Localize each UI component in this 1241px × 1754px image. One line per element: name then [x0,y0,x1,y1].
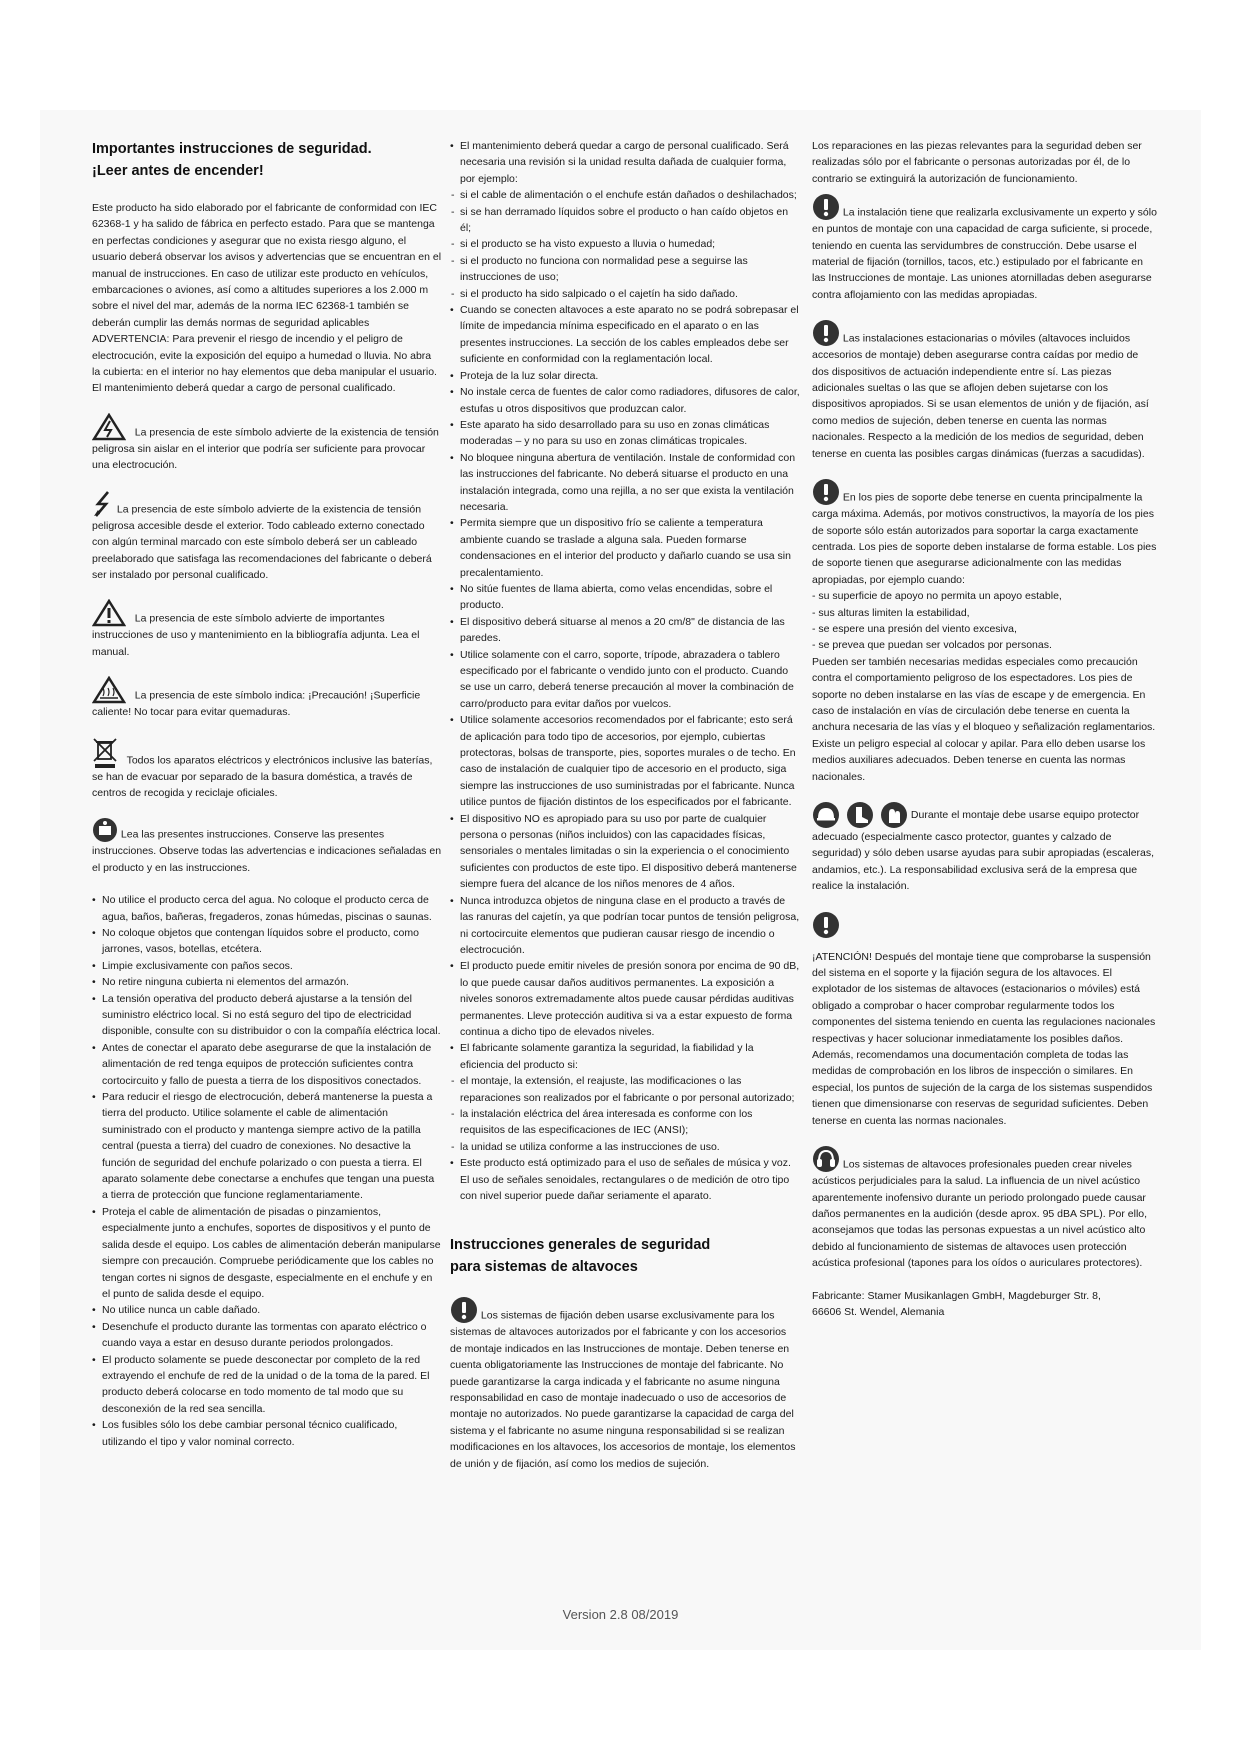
symbol-read-manual-block: Lea las presentes instrucciones. Conserve las presentes instrucciones. Observe todas las advertencias e indicaciones señaladas en el producto y en las instrucciones. [92,817,442,876]
list-item: • El producto solamente se puede desconectar por completo de la red extrayendo el enchufe de red de la unidad o de la toma de la pared. El producto deberá colocarse en todo momento de tal modo que su desconexión de la red sea sencilla. [92,1352,442,1418]
list-item: • El mantenimiento deberá quedar a cargo de personal cualificado. Será necesaria una revisión si la unidad resulta dañada de cualquier forma, por ejemplo: [450,138,800,187]
list-item: • Para reducir el riesgo de electrocución, deberá mantenerse la puesta a tierra del producto. Utilice solamente el cable de alimentación suministrado con el producto y mantenga siempre activo de la patilla central (puesta a tierra) del cuadro de conexiones. No desactive la función de seguridad del enchufe polarizado o con puesta a tierra. El aparato solamente debe conectarse a enchufes que tengan una puesta a tierra de protección que funcione reglamentariamente. [92,1089,442,1204]
gloves-icon [880,801,908,829]
hearing-protection-icon [812,1145,840,1173]
list-item: • El dispositivo NO es apropiado para su uso por parte de cualquier persona o personas (niños incluidos) con las capacidades físicas, sensoriales o mentales limitadas o sin la experiencia o el conocimiento suficientes con productos de este tipo. El dispositivo deberá mantenerse siempre fuera del alcance de los niños menores de 4 años. [450,811,800,893]
fixing-systems-paragraph: Los sistemas de fijación deben usarse exclusivamente para los sistemas de altavoces autorizados por el fabricante y con los accesorios de montaje indicados en las Instrucciones de montaje. Deben tenerse en cuenta obligatoriamente las Instrucciones de montaje del fabricante. No puede garantizarse la carga indicada y el fabricante no asume ninguna responsabilidad en caso de montaje inadecuado o uso de accesorios de montaje no autorizados. No puede garantizarse la capacidad de carga del sistema y el fabricante no asume ninguna responsabilidad si se realizan modificaciones en los altavoces, los accesorios de montaje, los elementos de unión y de fijación, así como los medios de sujeción. [450,1296,800,1472]
repairs-paragraph: Los reparaciones en las piezas relevantes para la seguridad deben ser realizadas sólo por el fabricante o personas autorizadas por él, de lo contrario se extinguirá la autorización de funcionamiento. [812,140,1142,185]
hot-surface-icon [92,676,126,704]
lightning-triangle-icon [92,413,126,441]
list-item: • No bloquee ninguna abertura de ventilación. Instale de conformidad con las instrucciones del fabricante. No deberá situarse el producto en una instalación integrada, como una rejilla, a no ser que exista la ventilación necesaria. [450,450,800,516]
intro-paragraph: Este producto ha sido elaborado por el fabricante de conformidad con IEC 62368-1 y ha salido de fábrica en perfecto estado. Para que se mantenga en perfectas condiciones y asegurar que no exista riesgo alguno, el usuario deberá observar los avisos y advertencias que se encuentran en el manual de instrucciones. En caso de utilizar este producto en vehículos, embarcaciones o aviones, así como a altitudes superiores a los 2.000 m sobre el nivel del mar, además de la norma IEC 62368-1 también se deberán cumplir las demás normas de seguridad aplicables [92,202,442,329]
list-item: • Desenchufe el producto durante las tormentas con aparato eléctrico o cuando vaya a estar en desuso durante periodos prolongados. [92,1319,442,1352]
read-manual-icon [92,817,118,843]
list-item: - si el producto se ha visto expuesto a lluvia o humedad; [450,236,800,252]
exclamation-circle-icon [812,911,840,939]
list-item: • El producto puede emitir niveles de presión sonora por encima de 90 dB, lo que puede causar daños auditivos permanentes. La exposición a niveles sonoros extremadamente altos puede causar pérdidas auditivas permanentes. Lleve protección auditiva si va a estar expuesto de forma continua a dicho tipo de elevados niveles. [450,958,800,1040]
main-heading: Importantes instrucciones de seguridad. ¡Leer antes de encender! [92,141,372,179]
list-item: • Permita siempre que un dispositivo frío se caliente a temperatura ambiente cuando se traslade a alguna sala. Pueden formarse condensaciones en el interior del producto y dañarlo cuando se usa sin precalentamiento. [450,515,800,581]
list-item: • Este aparato ha sido desarrollado para su uso en zonas climáticas moderadas – y no para su uso en zonas climáticas tropicales. [450,417,800,450]
lightning-bolt-icon [92,490,114,518]
speaker-safety-heading: Instrucciones generales de seguridad para sistemas de altavoces [450,1237,711,1276]
list-item: • Nunca introduzca objetos de ninguna clase en el producto a través de las ranuras del cajetín, ya que podrían tocar puntos de tensión peligrosa, ni cortocircuite elementos que pudieran causar riesgo de incendio o electrocución. [450,893,800,959]
list-item: - el montaje, la extensión, el reajuste, las modificaciones o las reparaciones son realizados por el fabricante o por personal autorizado; [450,1073,800,1106]
list-item: • Utilice solamente con el carro, soporte, trípode, abrazadera o tablero especificado por el fabricante o vendido junto con el producto. Cuando se use un carro, deberá tenerse precaución al mover la combinación de carro/producto para evitar daños por vuelcos. [450,647,800,713]
safety-boot-icon [846,801,874,829]
stationary-install-paragraph: Las instalaciones estacionarias o móviles (altavoces incluidos accesorios de montaje) deben asegurarse contra caídas por medio de dos dispositivos de actuación independiente entre sí. Las piezas adicionales sueltas o las que se aflojen deben sujetarse con los dispositivos apropiados. Si se usan elementos de unión y de fijación, así como medios de sujeción, deben tenerse en cuenta las normas nacionales. Respecto a la medición de los medios de seguridad, deben tenerse en cuenta las posibles cargas dinámicas (fuerzas a sacudidas). [812,319,1158,462]
list-item: - la unidad se utiliza conforme a las instrucciones de uso. [450,1139,800,1155]
warning-triangle-icon [92,599,126,627]
column-2 [450,138,800,1472]
maintenance-list [450,138,800,1204]
warning-paragraph: ADVERTENCIA: Para prevenir el riesgo de incendio y el peligro de electrocución, evite la exposición del equipo a humedad o lluvia. No abra la cubierta: en el interior no hay elementos que deba manipular el usuario. El mantenimiento deberá quedar a cargo de personal cualificado. [92,333,437,395]
list-item: • No utilice el producto cerca del agua. No coloque el producto cerca de agua, baños, bañeras, fregaderos, zonas húmedas, piscinas o saunas. [92,892,442,925]
exclamation-circle-icon [812,478,840,506]
symbol-terminal-block: La presencia de este símbolo advierte de la existencia de tensión peligrosa accesible desde el exterior. Todo cableado externo conectado con algún terminal marcado con este símbolo deberá ser un cableado preelaborado que satisfaga las recomendaciones del fabricante o deberá ser instalado por personal cualificado. [92,490,442,584]
version-footer: Version 2.8 08/2019 [562,1607,679,1622]
stands-list [812,588,1158,654]
list-item: • Los fusibles sólo los debe cambiar personal técnico cualificado, utilizando el tipo y valor nominal correcto. [92,1417,442,1450]
list-item: • No utilice nunca un cable dañado. [92,1302,442,1318]
list-item: • No retire ninguna cubierta ni elementos del armazón. [92,974,442,990]
attention-paragraph: ¡ATENCIÓN! Después del montaje tiene que comprobarse la suspensión del sistema en el soporte y la fijación segura de los altavoces. El explotador de los sistemas de altavoces (estacionarios o móviles) está obligado a comprobar o hacer comprobar regularmente todos los componentes del sistema teniendo en cuenta las regulaciones nacionales respectivas y hacer solucionar inmediatamente los posibles daños. Además, recomendamos una documentación completa de todas las medidas de comprobación en los libros de inspección o similares. En especial, los puntos de sujeción de la carga de los sistemas suspendidos tienen que dimensionarse con reservas de seguridad suficientes. Deben tenerse en cuenta las normas nacionales. [812,950,1156,1127]
safety-bullet-list [92,892,442,1450]
stands-paragraph: En los pies de soporte debe tenerse en cuenta principalmente la carga máxima. Además, por motivos constructivos, la mayoría de los pies de soporte sólo están autorizados para soportar la carga exactamente centrada. Los pies de soporte deben instalarse de forma estable. Los pies de soporte tienen que asegurarse adicionalmente con las medidas apropiadas, por ejemplo cuando: [812,478,1158,588]
crossed-bin-icon [92,737,118,769]
list-item: - sus alturas limiten la estabilidad, [812,606,970,619]
hearing-paragraph: Los sistemas de altavoces profesionales pueden crear niveles acústicos perjudiciales para la salud. La influencia de un nivel acústico aparentemente inofensivo durante un periodo prolongado puede causar daños permanentes en la audición (desde aprox. 95 dBA SPL). Por ello, aconsejamos que todas las personas expuestas a un nivel acústico alto debido al funcionamiento de sistemas de altavoces usen protección acústica profesional (tapones para los oídos o auriculares protectores). [812,1145,1158,1271]
symbol-manual-block: La presencia de este símbolo advierte de importantes instrucciones de uso y mantenimiento en la bibliografía adjunta. Lea el manual. [92,599,442,660]
list-item: - si el cable de alimentación o el enchufe están dañados o deshilachados; [450,187,800,203]
spectators-paragraph: Pueden ser también necesarias medidas especiales como precaución contra el comportamiento peligroso de los espectadores. Los pies de soporte no deben instalarse en las vías de escape y de emergencia. En caso de instalación en vías de circulación debe tenerse en cuenta la anchura necesaria de las vías y el bloqueo y señalización reglamentarios. Existe un peligro especial al colocar y apilar. Para ello deben usarse los medios auxiliares adecuados. Deben tenerse en cuenta las normas nacionales. [812,655,1156,783]
list-item: - su superficie de apoyo no permita un apoyo estable, [812,590,1062,603]
list-item: - se prevea que puedan ser volcados por personas. [812,639,1052,652]
column-3 [812,138,1158,1320]
list-item: • El dispositivo deberá situarse al menos a 20 cm/8" de distancia de las paredes. [450,614,800,647]
list-item: • Utilice solamente accesorios recomendados por el fabricante; esto será de aplicación para todo tipo de accesorios, por ejemplo, cubiertas protectoras, bolsas de transporte, pies, soportes murales o de techo. En caso de instalación de cualquier tipo de accesorio en el producto, siga siempre las instrucciones de uso suministradas por el fabricante. Nunca utilice puntos de fijación distintos de los especificados por el fabricante. [450,712,800,810]
list-item: • No sitúe fuentes de llama abierta, como velas encendidas, sobre el producto. [450,581,800,614]
list-item: • Limpie exclusivamente con paños secos. [92,958,442,974]
exclamation-circle-icon [812,193,840,221]
symbol-electric-block: La presencia de este símbolo advierte de la existencia de tensión peligrosa sin aislar en el interior que podría ser suficiente para provocar una electrocución. [92,413,442,474]
list-item: - si el producto no funciona con normalidad pese a seguirse las instrucciones de uso; [450,253,800,286]
list-item: • Cuando se conecten altavoces a este aparato no se podrá sobrepasar el límite de impedancia mínima especificado en el aparato o en las presentes instrucciones. La sección de los cables empleados debe ser suficiente en conformidad con la reglamentación local. [450,302,800,368]
exclamation-circle-icon [450,1296,478,1324]
list-item: - si se han derramado líquidos sobre el producto o han caído objetos en él; [450,204,800,237]
column-1 [92,138,442,1450]
symbol-hot-surface-block: La presencia de este símbolo indica: ¡Precaución! ¡Superficie caliente! No tocar para evitar quemaduras. [92,676,442,720]
list-item: • No coloque objetos que contengan líquidos sobre el producto, como jarrones, vasos, botellas, etcétera. [92,925,442,958]
list-item: • Este producto está optimizado para el uso de señales de música y voz. El uso de señales senoidales, rectangulares o de medición de otro tipo con nivel superior puede dañar seriamente el aparato. [450,1155,800,1204]
ppe-paragraph: Durante el montaje debe usarse equipo protector adecuado (especialmente casco protector, guantes y calzado de seguridad) y sólo deben usarse ayudas para subir apropiadas (escaleras, andamios, etc.). La responsabilidad exclusiva será de la empresa que realice la instalación. [812,801,1158,895]
list-item: • Proteja el cable de alimentación de pisadas o pinzamientos, especialmente junto a enchufes, soportes de dispositivos y el punto de salida desde el equipo. Los cables de alimentación deberán manipularse siempre con precaución. Compruebe periódicamente que los cables no tengan cortes ni signos de desgaste, especialmente en el enchufe y en el punto de salida desde el equipo. [92,1204,442,1302]
list-item: - la instalación eléctrica del área interesada es conforme con los requisitos de las especificaciones de IEC (ANSI); [450,1106,800,1139]
exclamation-circle-icon [812,319,840,347]
list-item: - se espere una presión del viento excesiva, [812,622,1017,635]
list-item: • Antes de conectar el aparato debe asegurarse de que la instalación de alimentación de red tenga equipos de protección suficientes contra cortocircuito y fallo de puesta a tierra de los dispositivos conectados. [92,1040,442,1089]
list-item: • La tensión operativa del producto deberá ajustarse a la tensión del suministro eléctrico local. Si no está seguro del tipo de electricidad disponible, consulte con su distribuidor o con la compañía eléctrica local. [92,991,442,1040]
symbol-weee-block: Todos los aparatos eléctricos y electrónicos inclusive las baterías, se han de evacuar por separado de la basura doméstica, a través de centros de recogida y reciclaje oficiales. [92,737,442,802]
manufacturer-address: Fabricante: Stamer Musikanlagen GmbH, Magdeburger Str. 8, 66606 St. Wendel, Alemania [812,1289,1101,1318]
list-item: • No instale cerca de fuentes de calor como radiadores, difusores de calor, estufas u otros dispositivos que produzcan calor. [450,384,800,417]
list-item: • Proteja de la luz solar directa. [450,368,800,384]
installation-paragraph: La instalación tiene que realizarla exclusivamente un experto y sólo en puntos de montaje con una capacidad de carga suficiente, si procede, teniendo en cuenta las servidumbres de construcción. Debe usarse el material de fijación (tornillos, tacos, etc.) estipulado por el fabricante en las Instrucciones de montaje. Las uniones atornilladas deben asegurarse contra aflojamiento con las medidas apropiadas. [812,193,1158,303]
helmet-icon [812,801,840,829]
list-item: - si el producto ha sido salpicado o el cajetín ha sido dañado. [450,286,800,302]
list-item: • El fabricante solamente garantiza la seguridad, la fiabilidad y la eficiencia del producto si: [450,1040,800,1073]
